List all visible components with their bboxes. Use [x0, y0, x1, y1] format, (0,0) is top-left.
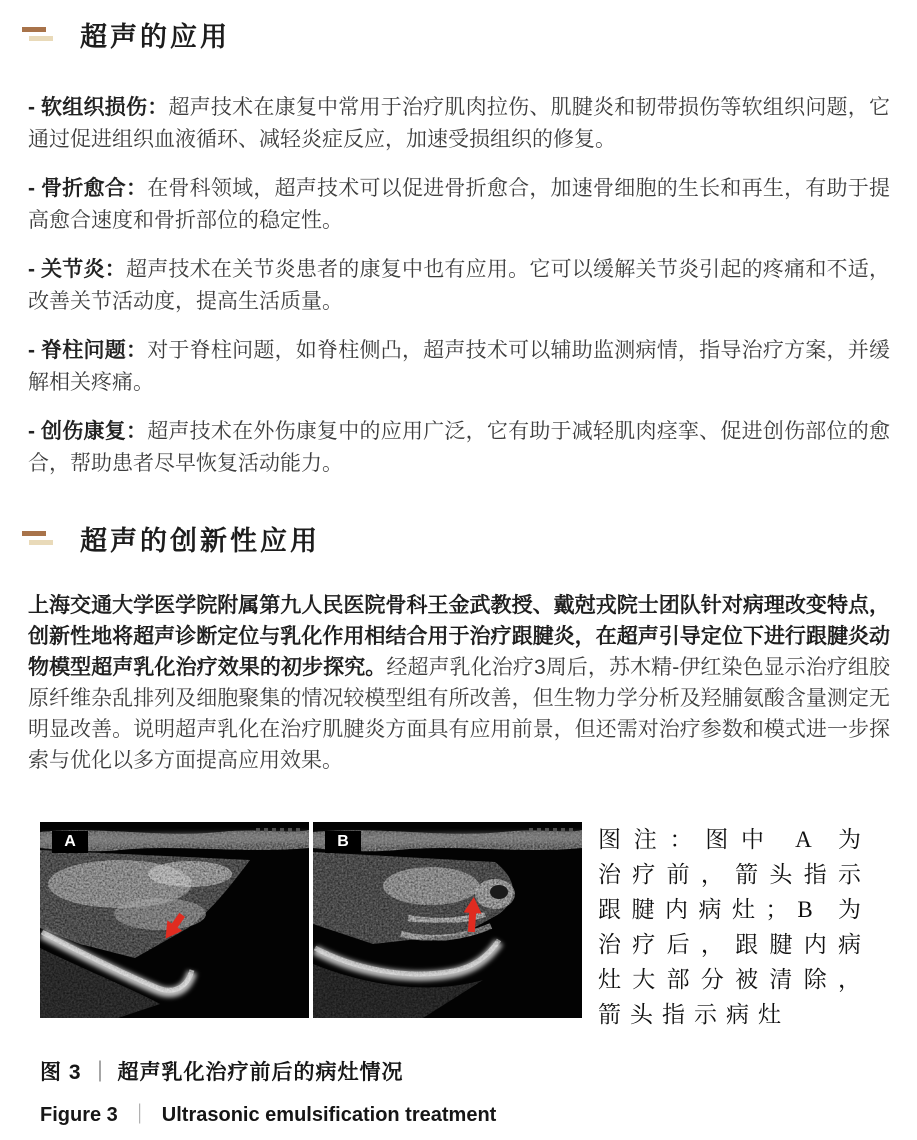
section-marker-icon [22, 531, 54, 546]
figure-note: 图注：图中 A 为治疗前，箭头指示跟腱内病灶；B 为治疗后，跟腱内病灶大部分被清除，箭头指示病灶 [598, 827, 870, 1027]
marker-bar-light [29, 540, 53, 545]
list-item [28, 335, 890, 399]
item-label: - 软组织损伤： [28, 96, 169, 119]
caption-separator: ｜ [129, 1104, 150, 1126]
figure-caption-zh [40, 1056, 917, 1086]
section-marker-icon [22, 27, 54, 42]
panel-meta-marks [256, 828, 300, 832]
item-text: 在骨科领域，超声技术可以促进骨折愈合，加速骨细胞的生长和再生，有助于提高愈合速度和骨折部位的稳定性。 [28, 177, 890, 232]
marker-bar-dark [22, 27, 46, 32]
list-item [28, 92, 890, 156]
section-1-heading [22, 16, 917, 52]
caption-en-label: Figure 3 [40, 1104, 118, 1126]
marker-bar-light [29, 36, 53, 41]
item-text: 超声技术在康复中常用于治疗肌肉拉伤、肌腱炎和韧带损伤等软组织问题，它通过促进组织血液循环、减轻炎症反应，加速受损组织的修复。 [28, 96, 891, 151]
ultrasound-panel-a [40, 822, 309, 1018]
application-list [28, 92, 890, 480]
item-label: - 创伤康复： [28, 420, 148, 443]
document-page [0, 16, 917, 1127]
section-2-heading [22, 520, 917, 556]
ultrasound-image-pair [40, 822, 582, 1018]
ultrasound-panel-b [313, 822, 582, 1018]
list-item [28, 254, 890, 318]
panel-meta-marks [529, 828, 573, 832]
research-paragraph [28, 590, 890, 776]
list-item [28, 416, 890, 480]
paragraph-regular-text: 经超声乳化治疗3周后，苏木精-伊红染色显示治疗组胶原纤维杂乱排列及细胞聚集的情况较模型组有所改善，但生物力学分析及羟脯氨酸含量测定无明显改善。说明超声乳化在治疗肌腱炎方面具有应用前景，但还需对治疗参数和模式进一步探索与优化以多方面提高应用效果。 [28, 656, 891, 772]
figure-caption-en [40, 1098, 917, 1127]
caption-en-text: Ultrasonic emulsification treatment [161, 1104, 497, 1126]
section-1-title: 超声的应用 [80, 21, 230, 52]
list-item [28, 173, 890, 237]
item-label: - 脊柱问题： [28, 339, 148, 362]
item-label: - 关节炎： [28, 258, 126, 281]
marker-bar-dark [22, 531, 46, 536]
caption-zh-text: 超声乳化治疗前后的病灶情况 [117, 1061, 404, 1084]
panel-a-label: A [52, 831, 88, 853]
figure-3-block [40, 822, 917, 1032]
paragraph-bold-text: 上海交通大学医学院附属第九人民医院骨科王金武教授、戴尅戎院士团队针对病理改变特点，创新性地将超声诊断定位与乳化作用相结合用于治疗跟腱炎，在超声引导定位下进行跟腱炎动物模型超声乳化治疗效果的初步探究。 [28, 594, 890, 679]
caption-separator: ｜ [89, 1061, 112, 1084]
panel-b-label: B [325, 831, 361, 853]
caption-zh-label: 图 3 [40, 1061, 82, 1084]
section-2-title: 超声的创新性应用 [80, 525, 320, 556]
item-text: 超声技术在外伤康复中的应用广泛，它有助于减轻肌肉痉挛、促进创伤部位的愈合，帮助患者尽早恢复活动能力。 [28, 420, 890, 475]
item-text: 对于脊柱问题，如脊柱侧凸，超声技术可以辅助监测病情，指导治疗方案，并缓解相关疼痛。 [28, 339, 890, 394]
item-text: 超声技术在关节炎患者的康复中也有应用。它可以缓解关节炎引起的疼痛和不适，改善关节活动度，提高生活质量。 [28, 258, 891, 313]
item-label: - 骨折愈合： [28, 177, 148, 200]
